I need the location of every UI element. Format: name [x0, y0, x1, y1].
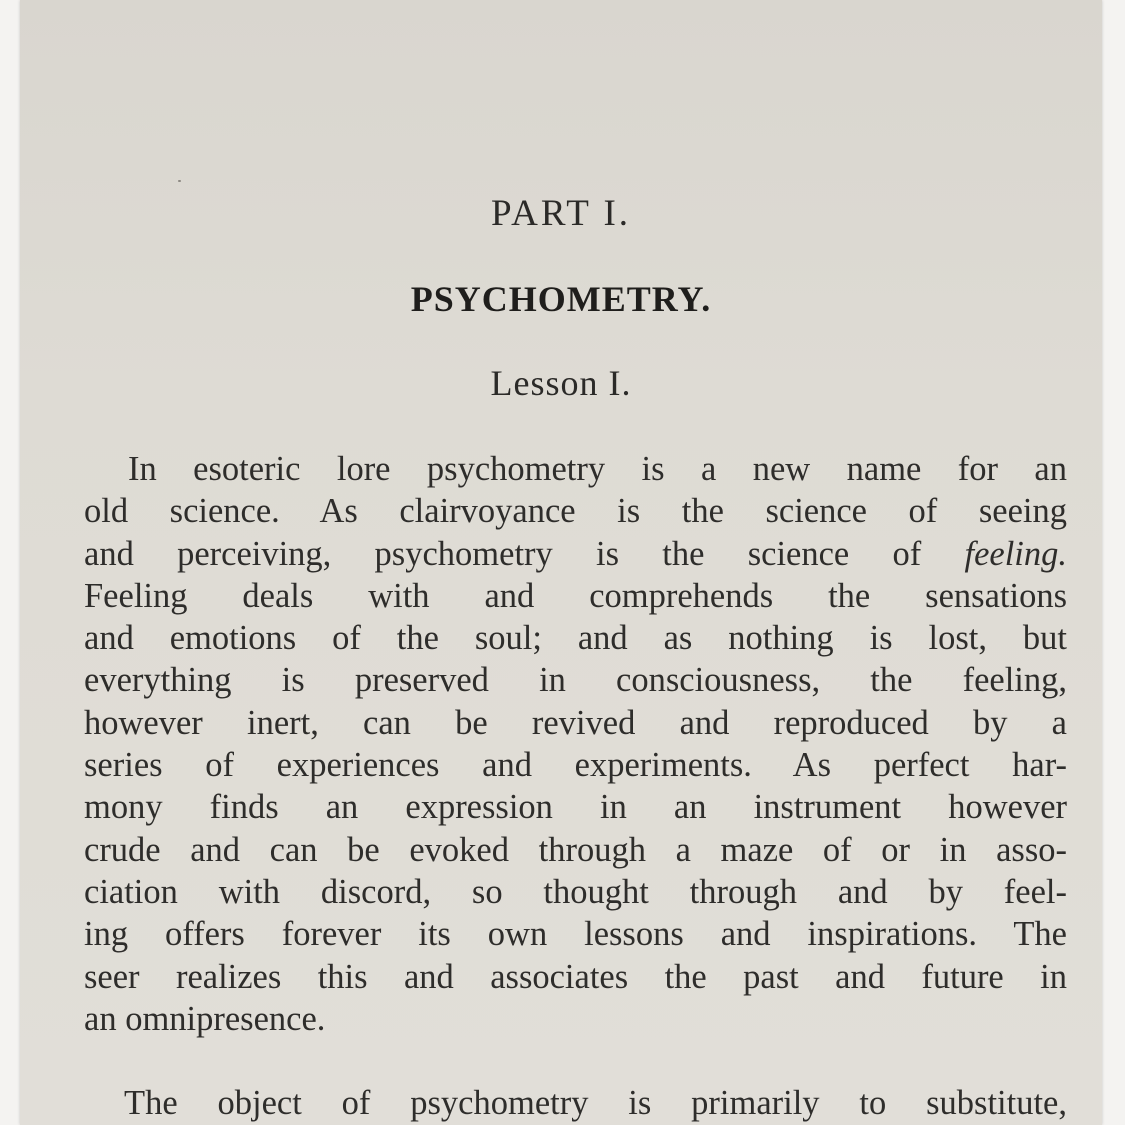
part-heading: PART I. [490, 193, 632, 234]
text-line: ciation with discord, so thought through and by feel- [84, 872, 1067, 911]
text-line: everything is preserved in consciousness, the feeling, [84, 661, 1067, 700]
text-line: and emotions of the soul; and as nothing is lost, but [84, 619, 1067, 658]
text-line: seer realizes this and associates the past and future in [84, 957, 1067, 996]
text-line: ing offers forever its own lessons and inspirations. The [84, 915, 1067, 954]
text-segment: and perceiving, psychometry is the science of [84, 534, 922, 573]
text-line: The object of psychometry is primarily to substitute, [124, 1084, 1067, 1122]
text-line [84, 533, 1067, 575]
text-line: however inert, can be revived and reproduced by a [84, 703, 1067, 742]
text-line: Feeling deals with and comprehends the sensations [84, 576, 1067, 615]
paragraph-1 [84, 448, 1067, 1040]
text-line: old science. As clairvoyance is the science of seeing [84, 492, 1067, 531]
book-page [20, 0, 1102, 1125]
text-line: In esoteric lore psychometry is a new name for an [128, 450, 1067, 488]
paper-speck [178, 180, 181, 182]
lesson-heading: Lesson I. [490, 363, 632, 403]
paragraph-2 [84, 1082, 1067, 1124]
chapter-title: PSYCHOMETRY. [410, 279, 712, 319]
italic-word: feeling. [964, 534, 1068, 573]
text-line: crude and can be evoked through a maze of or in asso- [84, 830, 1067, 869]
text-line: series of experiences and experiments. As perfect har- [84, 746, 1067, 785]
text-line: mony finds an expression in an instrument however [84, 788, 1067, 827]
text-line: an omnipresence. [84, 999, 326, 1038]
